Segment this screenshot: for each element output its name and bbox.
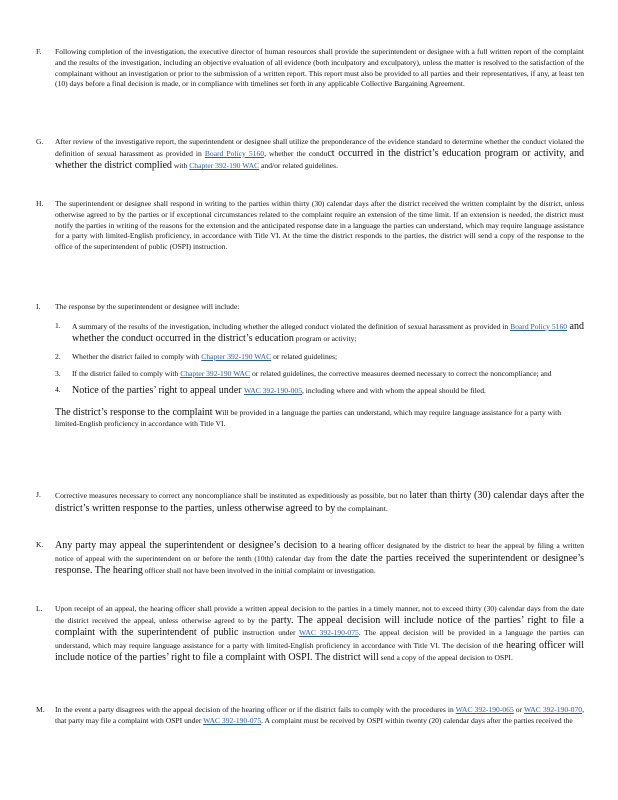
wac-392-190-065-link[interactable]: WAC 392-190-065: [455, 705, 514, 714]
emphasized-text: The district’s response to the complaint w: [55, 406, 223, 418]
emphasized-text: later than thirty (30) calendar days after the district’s written response to the parties, unless otherwise agreed to by: [55, 490, 585, 514]
emphasized-text: Notice of the parties’ right to appeal under: [72, 385, 244, 397]
chapter-392-190-wac-link[interactable]: Chapter 392-190 WAC: [201, 351, 272, 361]
wac-392-190-075-link[interactable]: WAC 392-190-075: [203, 715, 262, 725]
paragraph-m: [36, 705, 584, 727]
paragraph-letter: J.: [36, 490, 41, 499]
paragraph-j: [36, 490, 584, 515]
list-item: 2. Whether the district failed to comply with Chapter 392-190 WAC or related guidelines;: [55, 351, 338, 361]
paragraph-k: [36, 540, 584, 578]
list-item: 1. A summary of the results of the investigation, including whether the alleged conduct violated the definition of sexual harassment as provided in Board Policy 5160 and whether the conduct occurred in the district’s education program or activity;: [55, 320, 584, 345]
paragraph-text: Following completion of the investigation, the executive director of human resources shall provide the superintendent or designee with a full written report of the complaint and the results of the investigation, including an objective evaluation of all evidence (both inculpatory and exculpatory), unless the matter is resolved to the satisfaction of the complainant without an investigation or prior to the submission of a written report. This report must also be provided to all parties and their representatives, if any, at least ten (10) days before a final decision is made, or in compliance with timelines set forth in any applicable Collective Bargaining Agreement.: [55, 47, 584, 89]
paragraph-letter: I.: [36, 302, 41, 311]
emphasized-text: and whether the conduct occurred in the district’s education: [72, 320, 584, 345]
paragraph-text: The superintendent or designee shall respond in writing to the parties within thirty (30) calendar days after the district received the written complaint by the district, unless otherwise agreed to by the parties or if exceptional circumstances related to the complaint require an extension of the time limit. If an extension is needed, the district must notify the parties in writing of the reasons for the extension and the anticipated response date in a language the parties can understand, which may require language assistance for a party with limited-English proficiency, in accordance with Title VI. At the time the district responds to the parties, the district will send a copy of the response to the office of the superintendent of public (OSPI) instruction.: [55, 199, 584, 252]
paragraph-l: [36, 604, 584, 665]
list-number: 2.: [55, 351, 61, 361]
list-number: 3.: [55, 368, 61, 378]
paragraph-h: [36, 199, 584, 253]
paragraph-letter: F.: [36, 47, 42, 56]
emphasized-text: party. The appeal decision will include notice of the parties’ right to file a complaint with the superintendent of public: [55, 614, 584, 639]
paragraph-letter: G.: [36, 137, 44, 146]
emphasized-text: e hearing officer will include notice of the parties’ right to file a complaint with OSPI. The district will: [55, 639, 584, 664]
board-policy-5160-link[interactable]: Board Policy 5160: [204, 148, 265, 158]
wac-392-190-075-link[interactable]: WAC 392-190-075: [299, 628, 359, 638]
chapter-392-190-wac-link[interactable]: Chapter 392-190 WAC: [180, 368, 251, 378]
paragraph-letter: H.: [36, 199, 44, 208]
paragraph-letter: L.: [36, 604, 43, 613]
emphasized-text: ct occurred in the district’s education program or activity, and whether the district complied: [55, 147, 584, 172]
paragraph-g: [36, 137, 584, 173]
list-item: 4. Notice of the parties’ right to appeal under WAC 392-190-005, including where and with whom the appeal should be filed.: [55, 385, 486, 397]
response-language-note: The district’s response to the complaint will be provided in a language the parties can understand, which may require language assistance for a party with limited-English proficiency in accordance with Title VI.: [55, 406, 562, 429]
board-policy-5160-link[interactable]: Board Policy 5160: [510, 321, 568, 331]
wac-392-190-070-link[interactable]: WAC 392-190-070: [523, 705, 583, 714]
paragraph-letter: K.: [36, 540, 44, 549]
emphasized-text: the date the parties received the superintendent or designee’s response. The hearing: [55, 552, 584, 576]
list-number: 4.: [55, 385, 61, 395]
paragraph-letter: M.: [36, 705, 45, 714]
paragraph-f: [36, 47, 584, 90]
list-number: 1.: [55, 320, 61, 330]
chapter-392-190-wac-link[interactable]: Chapter 392-190 WAC: [189, 161, 260, 171]
paragraph-text: In the event a party disagrees with the appeal decision of the hearing officer or if the district fails to comply with the procedures in WAC 392-190-065 or WAC 392-190-070, that party may file a complaint with OSPI under WAC 392-190-075. A complaint must be received by OSPI within twenty (20) calendar days after the parties received the: [55, 705, 584, 725]
paragraph-text: Corrective measures necessary to correct any noncompliance shall be instituted as expeditiously as possible, but no later than thirty (30) calendar days after the district’s written response to the parties, unless otherwise agreed to by the complainant.: [55, 490, 585, 514]
emphasized-text: Any party may appeal the superintendent or designee’s decision to a: [55, 540, 336, 551]
paragraph-intro: The response by the superintendent or designee will include:: [55, 302, 240, 311]
paragraph-text: Any party may appeal the superintendent or designee’s decision to a hearing officer designated by the district to hear the appeal by filing a written notice of appeal with the superintendent on or before the tenth (10th) calendar day from the date the parties received the superintendent or designee’s response. The hearing officer shall not have been involved in the initial complaint or investigation.: [55, 540, 584, 576]
wac-392-190-005-link[interactable]: WAC 392-190-005: [243, 386, 302, 396]
paragraph-text: After review of the investigative report, the superintendent or designee shall utilize the preponderance of the evidence standard to determine whether the conduct violated the definition of sexual harassment as provided in Board Policy 5160, whether the conduct occurred in the district’s education program or activity, and whether the district complied with Chapter 392-190 WAC and/or related guidelines.: [55, 137, 584, 172]
paragraph-i: [36, 302, 584, 430]
paragraph-text: Upon receipt of an appeal, the hearing officer shall provide a written appeal decision to the parties in a timely manner, not to exceed thirty (30) calendar days from the date the district received the appeal, unless otherwise agreed to by the party. The appeal decision will include notice of the parties’ right to file a complaint with the superintendent of public instruction under WAC 392-190-075. The appeal decision will be provided in a language the parties can understand, which may require language assistance for a party with limited-English proficiency in accordance with Title VI. The decision of the hearing officer will include notice of the parties’ right to file a complaint with OSPI. The district will send a copy of the appeal decision to OSPI.: [55, 604, 584, 664]
list-item: 3. If the district failed to comply with Chapter 392-190 WAC or related guidelines, the corrective measures deemed necessary to correct the noncompliance; and: [55, 368, 552, 378]
